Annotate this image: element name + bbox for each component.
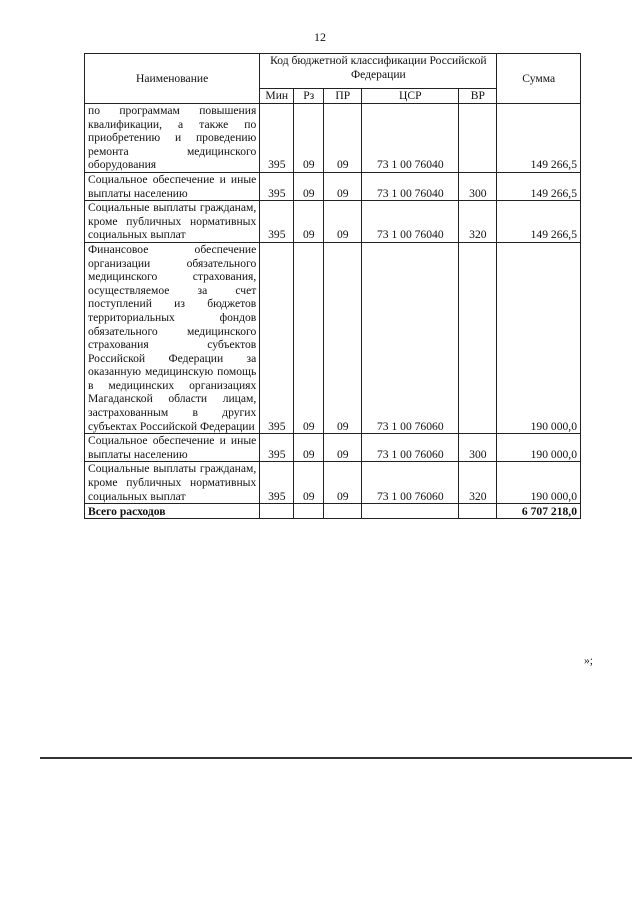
header-classification: Код бюджетной классификации Российской Федерации — [260, 54, 497, 89]
total-sum: 6 707 218,0 — [497, 504, 581, 519]
header-code-min: Мин — [260, 89, 294, 104]
row-sum: 190 000,0 — [497, 434, 581, 462]
row-vr — [459, 242, 497, 433]
row-pr: 09 — [324, 242, 362, 433]
closing-quote-mark: »; — [584, 654, 594, 667]
row-rz: 09 — [294, 462, 324, 504]
table-row — [85, 104, 581, 173]
row-min: 395 — [260, 104, 294, 173]
row-pr: 09 — [324, 462, 362, 504]
row-sum: 190 000,0 — [497, 242, 581, 433]
row-csr: 73 1 00 76040 — [362, 201, 459, 243]
row-name: Социальные выплаты гражданам, кроме публичных нормативных социальных выплат — [85, 201, 260, 243]
row-csr: 73 1 00 76060 — [362, 462, 459, 504]
total-label: Всего расходов — [85, 504, 260, 519]
row-pr: 09 — [324, 172, 362, 200]
total-empty-csr — [362, 504, 459, 519]
header-code-pr: ПР — [324, 89, 362, 104]
row-csr: 73 1 00 76060 — [362, 242, 459, 433]
row-name: Социальное обеспечение и иные выплаты населению — [85, 434, 260, 462]
row-min: 395 — [260, 434, 294, 462]
row-rz: 09 — [294, 434, 324, 462]
table-row — [85, 172, 581, 200]
budget-table — [84, 53, 581, 519]
row-vr: 300 — [459, 434, 497, 462]
row-pr: 09 — [324, 201, 362, 243]
header-row — [85, 54, 581, 89]
row-csr: 73 1 00 76040 — [362, 172, 459, 200]
table-row — [85, 434, 581, 462]
row-vr: 320 — [459, 201, 497, 243]
row-vr — [459, 104, 497, 173]
table-row — [85, 462, 581, 504]
table-row — [85, 242, 581, 433]
row-rz: 09 — [294, 201, 324, 243]
total-empty-rz — [294, 504, 324, 519]
row-name: Социальное обеспечение и иные выплаты населению — [85, 172, 260, 200]
row-sum: 149 266,5 — [497, 104, 581, 173]
row-pr: 09 — [324, 104, 362, 173]
header-code-vr: ВР — [459, 89, 497, 104]
header-code-csr: ЦСР — [362, 89, 459, 104]
table-row — [85, 201, 581, 243]
row-pr: 09 — [324, 434, 362, 462]
row-min: 395 — [260, 172, 294, 200]
row-sum: 190 000,0 — [497, 462, 581, 504]
row-sum: 149 266,5 — [497, 201, 581, 243]
row-sum: 149 266,5 — [497, 172, 581, 200]
footer-divider — [40, 757, 632, 759]
row-name: Социальные выплаты гражданам, кроме публичных нормативных социальных выплат — [85, 462, 260, 504]
row-vr: 300 — [459, 172, 497, 200]
page-number: 12 — [314, 30, 326, 44]
row-min: 395 — [260, 201, 294, 243]
row-csr: 73 1 00 76040 — [362, 104, 459, 173]
row-min: 395 — [260, 242, 294, 433]
row-name: Финансовое обеспечение организации обязательного медицинского страхования, осуществляемое за счет поступлений из бюджетов территориальных фондов обязательного медицинского страхования субъектов Российской Федерации за оказанную медицинскую помощь в медицинских организациях Магаданской области лицам, застрахованным в других субъектах Российской Федерации — [85, 242, 260, 433]
row-vr: 320 — [459, 462, 497, 504]
header-name: Наименование — [85, 54, 260, 104]
total-empty-min — [260, 504, 294, 519]
row-name: по программам повышения квалификации, а также по приобретению и проведению ремонта медицинского оборудования — [85, 104, 260, 173]
header-sum: Сумма — [497, 54, 581, 104]
total-empty-vr — [459, 504, 497, 519]
row-min: 395 — [260, 462, 294, 504]
header-code-rz: Рз — [294, 89, 324, 104]
row-rz: 09 — [294, 104, 324, 173]
total-empty-pr — [324, 504, 362, 519]
row-csr: 73 1 00 76060 — [362, 434, 459, 462]
row-rz: 09 — [294, 242, 324, 433]
total-row — [85, 504, 581, 519]
row-rz: 09 — [294, 172, 324, 200]
